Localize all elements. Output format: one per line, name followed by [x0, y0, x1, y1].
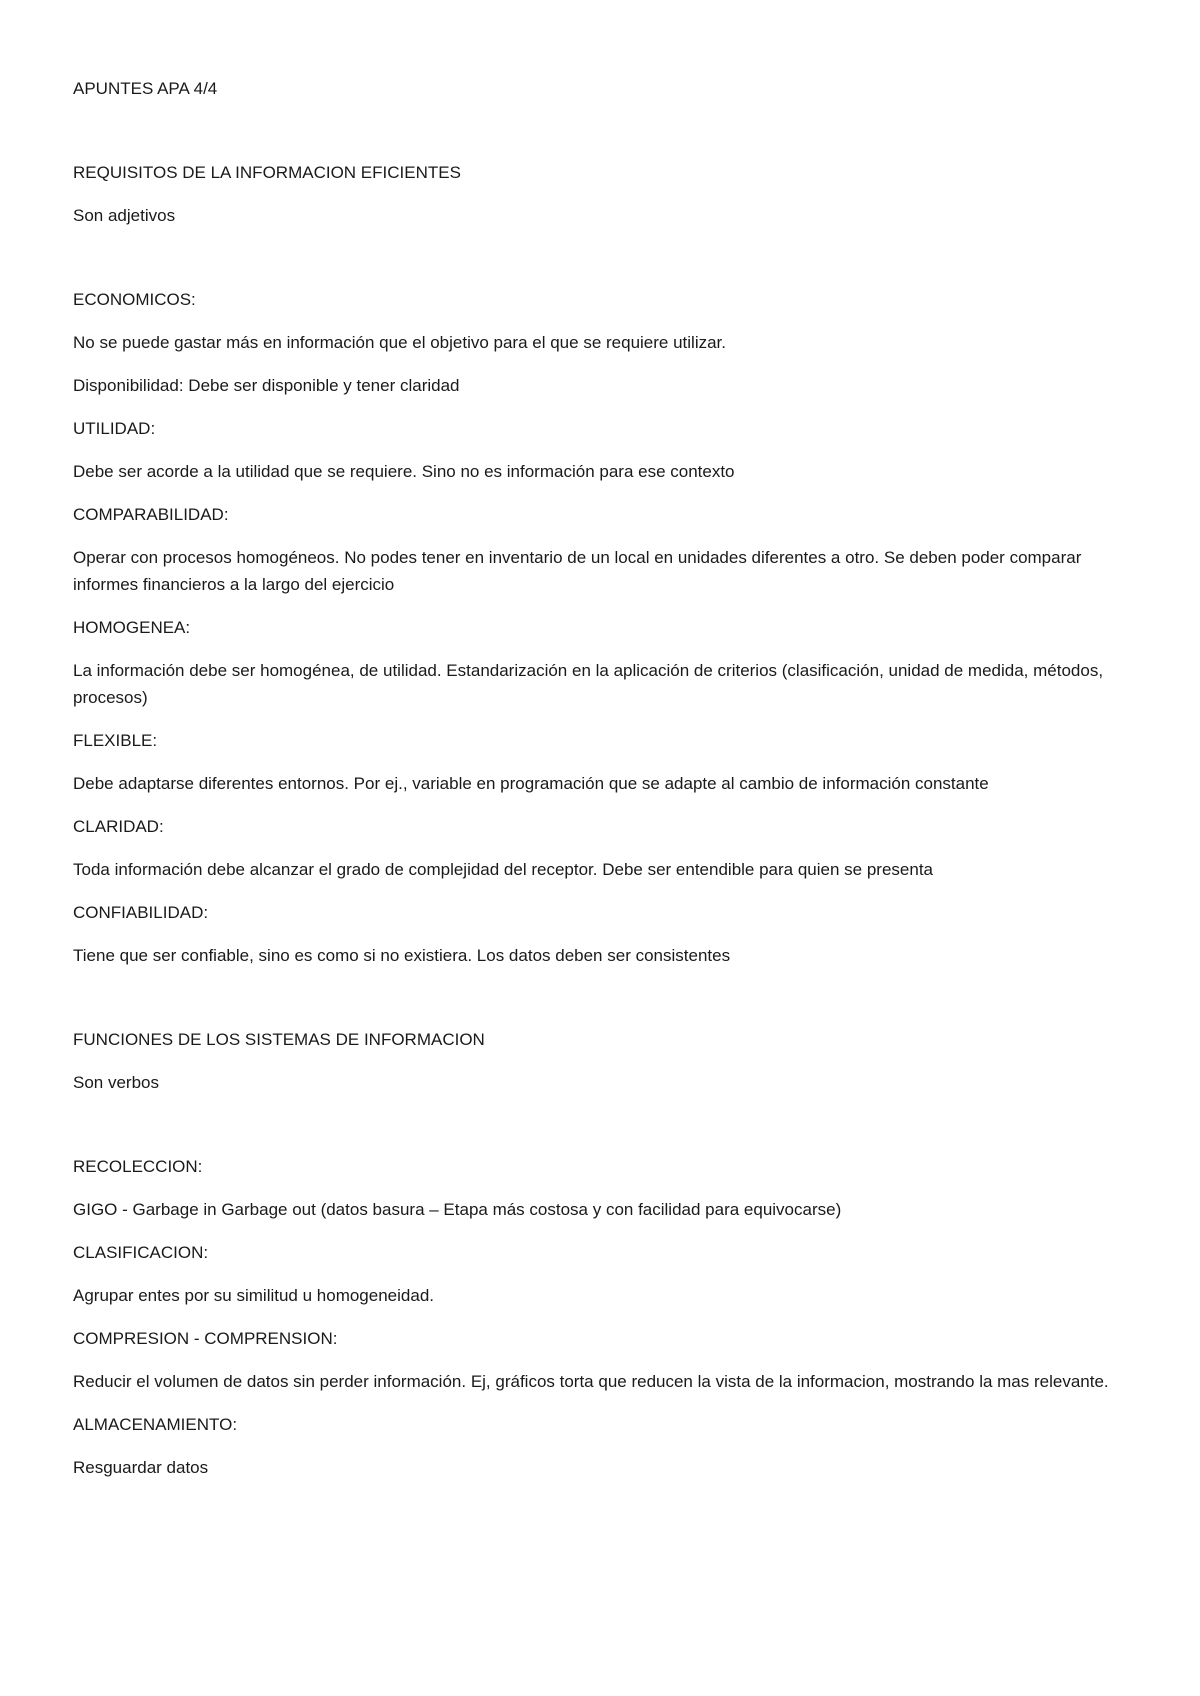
- item-text: Debe ser acorde a la utilidad que se requiere. Sino no es información para ese contexto: [73, 462, 735, 481]
- item-label: ALMACENAMIENTO:: [73, 1415, 238, 1434]
- item-label: HOMOGENEA:: [73, 618, 191, 637]
- section-heading: REQUISITOS DE LA INFORMACION EFICIENTES: [73, 163, 461, 182]
- section-subheading: Son verbos: [73, 1073, 159, 1092]
- item-label: CLARIDAD:: [73, 817, 164, 836]
- item-text: Disponibilidad: Debe ser disponible y tener claridad: [73, 376, 460, 395]
- item-text: Operar con procesos homogéneos. No podes tener en inventario de un local en unidades diferentes a otro. Se deben poder comparar informes financieros a la largo del ejercicio: [73, 548, 1082, 594]
- item-text: Reducir el volumen de datos sin perder información. Ej, gráficos torta que reducen la vista de la informacion, mostrando la mas relevante.: [73, 1372, 1109, 1391]
- item-text: Debe adaptarse diferentes entornos. Por ej., variable en programación que se adapte al cambio de información constante: [73, 774, 989, 793]
- document-title: APUNTES APA 4/4: [73, 79, 218, 98]
- item-label: CLASIFICACION:: [73, 1243, 209, 1262]
- item-label: UTILIDAD:: [73, 419, 156, 438]
- item-text: Resguardar datos: [73, 1458, 209, 1477]
- item-text: Agrupar entes por su similitud u homogeneidad.: [73, 1286, 434, 1305]
- item-label: ECONOMICOS:: [73, 290, 196, 309]
- item-text: Toda información debe alcanzar el grado de complejidad del receptor. Debe ser entendible para quien se presenta: [73, 860, 934, 879]
- section-heading: FUNCIONES DE LOS SISTEMAS DE INFORMACION: [73, 1030, 485, 1049]
- item-label: RECOLECCION:: [73, 1157, 203, 1176]
- item-text: No se puede gastar más en información que el objetivo para el que se requiere utilizar.: [73, 333, 726, 352]
- item-text: La información debe ser homogénea, de utilidad. Estandarización en la aplicación de criterios (clasificación, unidad de medida, métodos, procesos): [73, 661, 1104, 707]
- item-label: CONFIABILIDAD:: [73, 903, 209, 922]
- section-subheading: Son adjetivos: [73, 206, 176, 225]
- item-label: FLEXIBLE:: [73, 731, 158, 750]
- item-text: Tiene que ser confiable, sino es como si no existiera. Los datos deben ser consistentes: [73, 946, 731, 965]
- item-label: COMPRESION - COMPRENSION:: [73, 1329, 338, 1348]
- item-label: COMPARABILIDAD:: [73, 505, 229, 524]
- item-text: GIGO - Garbage in Garbage out (datos basura – Etapa más costosa y con facilidad para equivocarse): [73, 1200, 842, 1219]
